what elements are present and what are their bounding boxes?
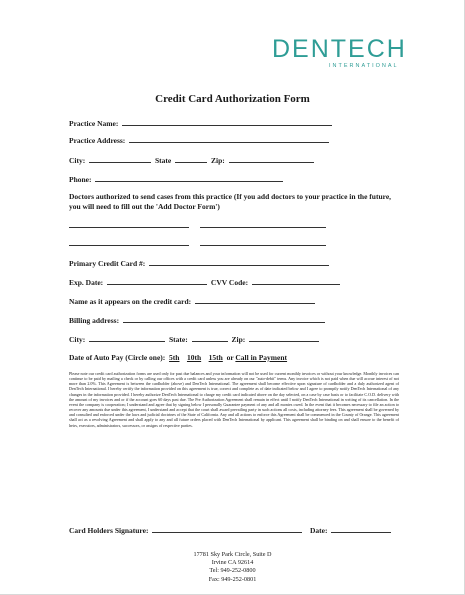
billing-city-field[interactable] <box>89 334 165 342</box>
billing-city-row <box>69 334 321 344</box>
name-on-card-label: Name as it appears on the credit card: <box>69 297 192 306</box>
phone-row <box>69 174 285 184</box>
doctors-note: Doctors authorized to send cases from this practice (If you add doctors to your practice in the future, you will need to fill out the 'Add Doctor Form') <box>69 192 392 211</box>
phone-label: Phone: <box>69 175 92 184</box>
state-label: State <box>155 156 172 165</box>
address-fax: Fax: 949-252-0801 <box>208 576 257 583</box>
autopay-option-5th[interactable]: 5th <box>169 353 180 362</box>
signature-label: Card Holders Signature: <box>69 526 149 535</box>
billing-address-label: Billing address: <box>69 316 120 325</box>
cvv-field[interactable] <box>252 277 340 285</box>
form-title: Credit Card Authorization Form <box>155 93 310 105</box>
autopay-row <box>69 353 287 362</box>
billing-state-field[interactable] <box>192 334 228 342</box>
billing-zip-field[interactable] <box>249 334 319 342</box>
address-tel: Tel: 949-252-0800 <box>209 567 256 574</box>
address-street: 17781 Sky Park Circle, Suite D <box>193 551 272 558</box>
autopay-option-10th[interactable]: 10th <box>186 353 202 362</box>
name-on-card-row <box>69 296 317 306</box>
signature-date-label: Date: <box>309 526 328 535</box>
city-label: City: <box>69 156 86 165</box>
exp-date-label: Exp. Date: <box>69 278 104 287</box>
practice-name-label: Practice Name: <box>69 119 119 128</box>
doctor-field-3[interactable] <box>69 245 189 246</box>
address-city: Irvine CA 92614 <box>211 559 254 566</box>
name-on-card-field[interactable] <box>195 296 315 304</box>
billing-city-label: City: <box>69 335 86 344</box>
exp-date-field[interactable] <box>107 277 207 285</box>
autopay-option-call[interactable]: Call in Payment <box>235 353 288 362</box>
primary-card-label: Primary Credit Card #: <box>69 259 146 268</box>
autopay-option-15th[interactable]: 15th <box>208 353 223 362</box>
dentech-logo <box>272 36 422 76</box>
logo-subtitle: INTERNATIONAL <box>329 63 399 69</box>
doctor-field-4[interactable] <box>200 245 326 246</box>
legal-terms: Please note our credit card authorization forms are used only for past due balances and your information will not be used for current monthly invoices or without your knowledge. Monthly invoices can continue to be paid by mailing a check or by calling our offices with a credit card unless you are already on our "auto-debit" terms. Any invoice which is not paid when due will accrue interest of not more than 2.0%. This Agreement is between the cardholder (above) and DenTech International. The agreement shall become effective upon signature of cardholder and a duly authorized agent of DenTech International. I hereby certify the information provided on this agreement is true, correct and complete as of date indicated below and I agree to promptly notify DenTech International of any changes in the information provided. I hereby authorize DenTech International to charge my credit card indicated above on the day selected, on a case by case basis or to facilitate C.O.D. delivery with the amount of my invoices and or if the account goes 60 days past due. The Pre Authorization Agreement shall remain in effect until I notify DenTech International in writing of its cancellation. In the event the company is cooperation; I understand and agree that by signing below I personally Guarantee payment of any and all monies owed. In the event that it becomes necessary to file an action to recover any amounts due under this agreement, I understand and accept that the court shall award prevailing party in such actions all costs, including attorney fees. This agreement shall be governed by and consulted and enforced under the laws and judicial doctrines of the State of California. Any and all actions to enforce this Agreement shall be commenced in the County of Orange. This agreement shall act as a revolving Agreement and shall apply to any and all future orders placed with DenTech International by applicant. This agreement shall be binding on and shall ensure to the benefit of heirs, executors, administrators, successors, or assigns of respective parties. <box>69 371 399 428</box>
practice-address-label: Practice Address: <box>69 136 126 145</box>
autopay-or: or <box>226 353 234 362</box>
phone-field[interactable] <box>95 174 283 182</box>
practice-name-field[interactable] <box>122 118 332 126</box>
doctor-field-2[interactable] <box>200 227 326 228</box>
signature-row <box>69 525 393 535</box>
exp-cvv-row <box>69 277 342 287</box>
logo-mark: DENTECH <box>272 35 407 63</box>
state-field[interactable] <box>175 155 207 163</box>
practice-address-row <box>69 135 331 145</box>
practice-name-row <box>69 118 334 128</box>
zip-label: Zip: <box>211 156 225 165</box>
billing-zip-label: Zip: <box>231 335 246 344</box>
billing-state-label: State: <box>169 335 188 344</box>
cvv-label: CVV Code: <box>210 278 249 287</box>
doctor-field-1[interactable] <box>69 227 189 228</box>
billing-address-field[interactable] <box>123 315 325 323</box>
signature-date-field[interactable] <box>331 525 391 533</box>
primary-card-field[interactable] <box>149 258 329 266</box>
billing-address-row <box>69 315 327 325</box>
city-state-zip-row <box>69 155 316 165</box>
primary-card-row <box>69 258 331 268</box>
practice-address-field[interactable] <box>129 135 329 143</box>
zip-field[interactable] <box>229 155 314 163</box>
city-field[interactable] <box>89 155 151 163</box>
autopay-label: Date of Auto Pay (Circle one): <box>69 353 166 362</box>
signature-field[interactable] <box>152 525 302 533</box>
